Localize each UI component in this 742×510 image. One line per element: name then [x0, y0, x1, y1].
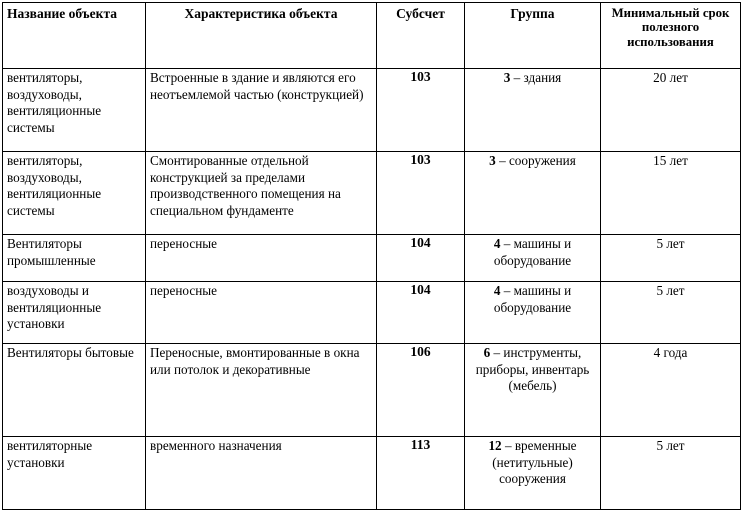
group-number: 4	[493, 236, 501, 251]
group-text: – временные (нетитульные) сооружения	[492, 438, 577, 487]
cell-term: 5 лет	[601, 437, 741, 510]
group-text: – здания	[510, 70, 562, 85]
cell-characteristic: Смонтированные отдельной конструкцией за пределами производственного помещения на специальном фундаменте	[146, 152, 377, 235]
cell-group	[465, 437, 601, 510]
asset-table	[2, 2, 741, 510]
cell-group	[465, 235, 601, 282]
group-text: – инструменты, приборы, инвентарь (мебель)	[475, 345, 590, 394]
cell-characteristic: переносные	[146, 282, 377, 344]
cell-subaccount: 103	[377, 69, 465, 152]
cell-subaccount: 104	[377, 235, 465, 282]
cell-name: Вентиляторы промышленные	[3, 235, 146, 282]
cell-group	[465, 282, 601, 344]
header-characteristic: Характеристика объекта	[146, 3, 377, 69]
cell-term: 20 лет	[601, 69, 741, 152]
cell-name: вентиляторы, воздуховоды, вентиляционные системы	[3, 69, 146, 152]
cell-name: вентиляторные установки	[3, 437, 146, 510]
cell-name: вентиляторы, воздуховоды, вентиляционные системы	[3, 152, 146, 235]
cell-characteristic: переносные	[146, 235, 377, 282]
table-row	[3, 235, 741, 282]
cell-group	[465, 344, 601, 437]
group-number: 4	[493, 283, 501, 298]
cell-term: 5 лет	[601, 235, 741, 282]
cell-characteristic: Переносные, вмонтированные в окна или потолок и декоративные	[146, 344, 377, 437]
group-text: – сооружения	[495, 153, 576, 168]
group-number: 3	[489, 153, 496, 168]
cell-subaccount: 106	[377, 344, 465, 437]
header-term: Минимальный срок полезного использования	[601, 3, 741, 69]
group-number: 6	[483, 345, 491, 360]
group-text: – машины и оборудование	[493, 283, 572, 315]
table-row	[3, 344, 741, 437]
cell-term: 4 года	[601, 344, 741, 437]
cell-characteristic: временного назначения	[146, 437, 377, 510]
cell-subaccount: 113	[377, 437, 465, 510]
cell-term: 15 лет	[601, 152, 741, 235]
cell-group	[465, 152, 601, 235]
header-name: Название объекта	[3, 3, 146, 69]
cell-group	[465, 69, 601, 152]
cell-subaccount: 104	[377, 282, 465, 344]
header-row	[3, 3, 741, 69]
cell-name: Вентиляторы бытовые	[3, 344, 146, 437]
group-number: 3	[503, 70, 511, 85]
cell-term: 5 лет	[601, 282, 741, 344]
group-number: 12	[488, 438, 502, 453]
table-row	[3, 152, 741, 235]
table-row	[3, 282, 741, 344]
cell-name: воздуховоды и вентиляционные установки	[3, 282, 146, 344]
table-row	[3, 437, 741, 510]
header-group: Группа	[465, 3, 601, 69]
cell-characteristic: Встроенные в здание и являются его неотъемлемой частью (конструкцией)	[146, 69, 377, 152]
header-subaccount: Субсчет	[377, 3, 465, 69]
cell-subaccount: 103	[377, 152, 465, 235]
group-text: – машины и оборудование	[493, 236, 572, 268]
table-row	[3, 69, 741, 152]
